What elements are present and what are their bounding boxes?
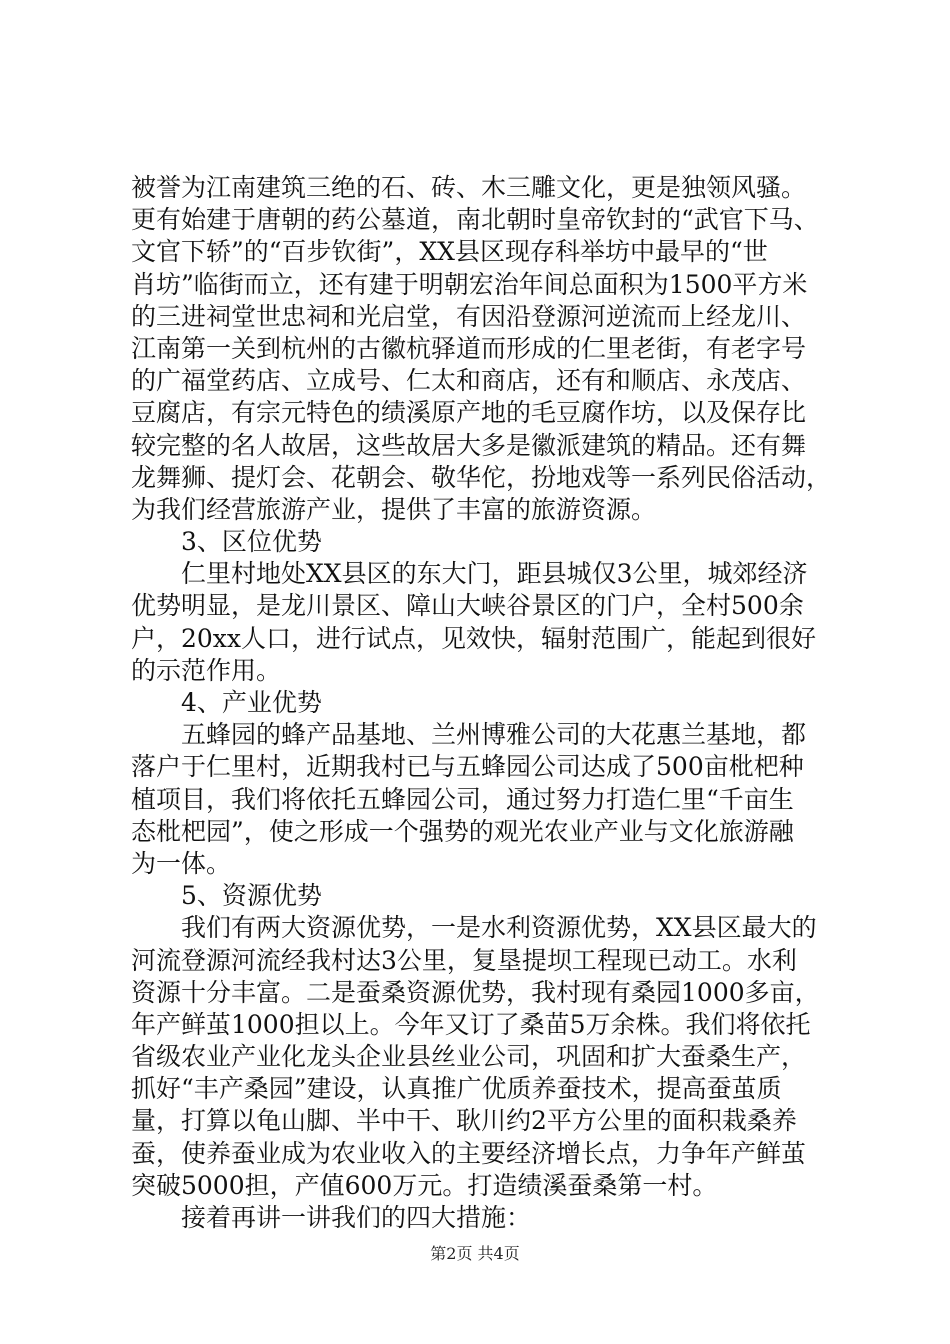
page-number-footer: 第2页 共4页: [430, 1244, 520, 1263]
text-line: 我们有两大资源优势，一是水利资源优势，XX县区最大的: [181, 913, 817, 943]
text-line: 态枇杷园”，使之形成一个强势的观光农业产业与文化旅游融: [131, 816, 794, 846]
text-line: 文官下轿”的“百步钦街”，XX县区现存科举坊中最早的“世: [131, 237, 768, 267]
text-line: 户，20xx人口，进行试点，见效快，辐射范围广，能起到很好: [131, 623, 817, 653]
text-line: 蚕，使养蚕业成为农业收入的主要经济增长点，力争年产鲜茧: [131, 1138, 807, 1168]
text-line: 被誉为江南建筑三绝的石、砖、木三雕文化，更是独领风骚。: [131, 173, 807, 202]
text-line: 的示范作用。: [131, 655, 282, 685]
text-line: 落户于仁里村，近期我村已与五蜂园公司达成了500亩枇杷种: [131, 752, 804, 782]
text-line: 仁里村地处XX县区的东大门，距县城仅3公里，城郊经济: [181, 559, 808, 589]
text-line: 为我们经营旅游产业，提供了丰富的旅游资源。: [131, 494, 657, 524]
text-line: 年产鲜茧1000担以上。今年又订了桑苗5万余株。我们将依托: [131, 1009, 811, 1039]
section-heading: 5、资源优势: [181, 881, 322, 911]
text-line: 豆腐店，有宗元特色的绩溪原产地的毛豆腐作坊，以及保存比: [131, 398, 807, 428]
text-line: 江南第一关到杭州的古徽杭驿道而形成的仁里老街，有老字号: [131, 333, 807, 363]
text-line: 河流登源河流经我村达3公里，复垦提坝工程现已动工。水利: [131, 945, 797, 975]
section-heading: 3、区位优势: [181, 527, 322, 557]
text-line: 优势明显，是龙川景区、障山大峡谷景区的门户，全村500余: [131, 591, 804, 621]
text-line: 省级农业产业化龙头企业县丝业公司，巩固和扩大蚕桑生产，: [131, 1042, 807, 1072]
text-line: 接着再讲一讲我们的四大措施：: [181, 1203, 532, 1232]
section-heading: 4、产业优势: [181, 688, 322, 717]
text-line: 肖坊”临街而立，还有建于明朝宏治年间总面积为1500平方米: [131, 269, 808, 299]
text-line: 为一体。: [131, 848, 232, 878]
text-line: 五蜂园的蜂产品基地、兰州博雅公司的大花惠兰基地，都: [181, 720, 807, 750]
text-line: 抓好“丰产桑园”建设，认真推广优质养蚕技术，提高蚕茧质: [131, 1074, 782, 1104]
text-line: 资源十分丰富。二是蚕桑资源优势，我村现有桑园1000多亩，: [131, 977, 820, 1007]
text-line: 量，打算以龟山脚、半中干、耿川约2平方公里的面积栽桑养: [131, 1106, 797, 1136]
text-line: 的广福堂药店、立成号、仁太和商店，还有和顺店、永茂店、: [131, 366, 807, 396]
text-line: 更有始建于唐朝的药公墓道，南北朝时皇帝钦封的“武官下马、: [131, 205, 819, 235]
text-line: 的三进祠堂世忠祠和光启堂，有因沿登源河逆流而上经龙川、: [131, 301, 807, 331]
text-line: 突破5000担，产值600万元。打造绩溪蚕桑第一村。: [131, 1170, 718, 1200]
text-line: 较完整的名人故居，这些故居大多是徽派建筑的精品。还有舞: [131, 430, 807, 460]
text-line: 龙舞狮、提灯会、花朝会、敬华佗，扮地戏等一系列民俗活动，: [131, 462, 832, 492]
document-body: [131, 172, 831, 1234]
text-line: 植项目，我们将依托五蜂园公司，通过努力打造仁里“千亩生: [131, 784, 794, 814]
